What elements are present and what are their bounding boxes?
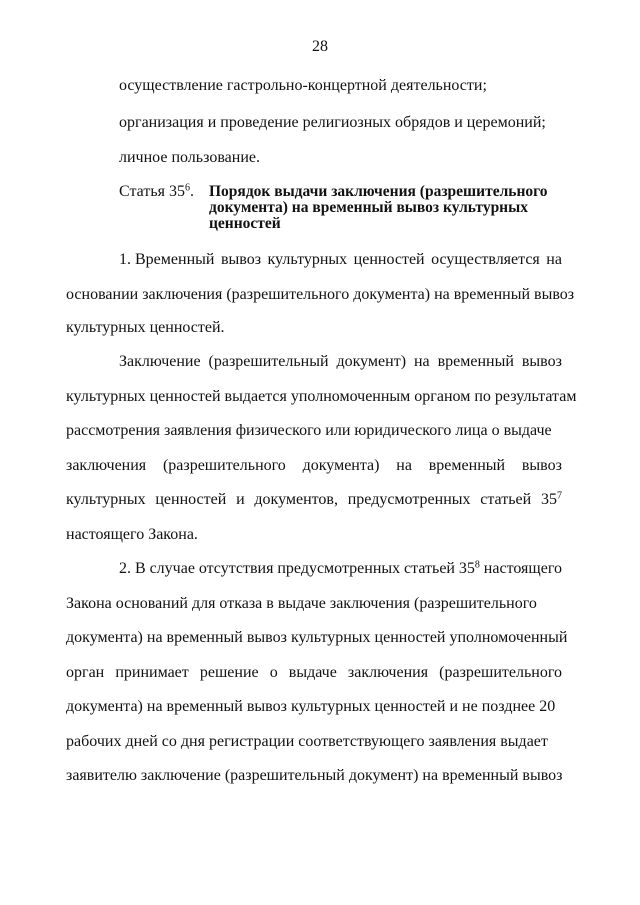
paragraph-line: документа) на временный вывоз культурных ценностей и не позднее 20: [66, 698, 556, 715]
paragraph-line: Заключение (разрешительный документ) на временный вывоз: [119, 353, 562, 370]
article-number: Статья $35^6$.: [119, 182, 194, 200]
article-reference: $35^8$: [458, 559, 480, 577]
paragraph-line: орган принимает решение о выдаче заключения (разрешительного: [66, 664, 562, 681]
article-reference: $35^7$: [540, 490, 562, 508]
paragraph-line: культурных ценностей и документов, предусмотренных статьей $35^7$: [66, 490, 562, 508]
paragraph-line: 2. В случае отсутствия предусмотренных статьей $35^8$ настоящего: [119, 559, 562, 577]
paragraph-line: рассмотрения заявления физического или юридического лица о выдаче: [66, 422, 552, 439]
paragraph-line: документа) на временный вывоз культурных ценностей уполномоченный: [66, 629, 568, 646]
paragraph-line: настоящего Закона.: [66, 526, 198, 543]
page-number: 28: [312, 38, 328, 55]
article-title-line: Порядок выдачи заключения (разрешительного: [209, 183, 548, 200]
list-item: осуществление гастрольно-концертной деятельности;: [119, 77, 487, 94]
article-title-line: документа) на временный вывоз культурных: [209, 199, 528, 216]
paragraph-line: культурных ценностей.: [66, 319, 225, 336]
paragraph-line: культурных ценностей выдается уполномоченным органом по результатам: [66, 388, 577, 405]
paragraph-line: Закона оснований для отказа в выдаче заключения (разрешительного: [66, 595, 537, 612]
list-item: организация и проведение религиозных обрядов и церемоний;: [119, 114, 546, 131]
paragraph-line: основании заключения (разрешительного документа) на временный вывоз: [66, 286, 575, 303]
paragraph-line: рабочих дней со дня регистрации соответствующего заявления выдает: [66, 733, 548, 750]
paragraph-line: заключения (разрешительного документа) на временный вывоз: [66, 457, 562, 474]
paragraph-line: заявителю заключение (разрешительный документ) на временный вывоз: [66, 767, 563, 784]
paragraph-line: 1. Временный вывоз культурных ценностей осуществляется на: [119, 251, 562, 268]
list-item: личное пользование.: [119, 149, 260, 166]
article-title-line: ценностей: [209, 215, 281, 232]
